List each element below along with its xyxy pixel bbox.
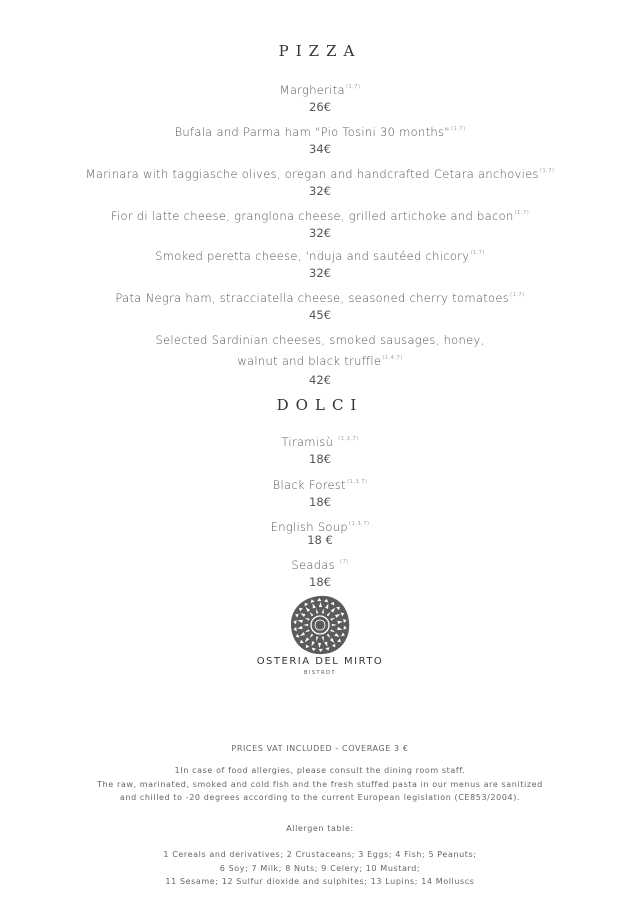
item-allergens: (1,7)	[539, 168, 555, 174]
item-price: 32€	[309, 226, 331, 240]
allergen-table-title: Allergen table:	[286, 824, 354, 833]
item-allergens: (1,7)	[514, 210, 530, 216]
item-price: 32€	[309, 266, 331, 280]
menu-item	[0, 431, 640, 467]
menu-item	[0, 205, 640, 241]
item-name: Margherita	[279, 83, 345, 97]
brand-name: OSTERIA DEL MIRTO	[256, 656, 384, 667]
item-price: 18€	[309, 575, 331, 589]
item-allergens: (1,4,7)	[382, 355, 403, 361]
menu-item	[0, 121, 640, 157]
item-allergens: (1,7)	[345, 84, 361, 90]
item-price: 18€	[309, 495, 331, 509]
allergy-notice	[0, 764, 640, 805]
menu-item	[0, 554, 640, 590]
menu-item	[0, 332, 640, 388]
item-price: 42€	[309, 373, 331, 387]
allergen-line: 11 Sesame; 12 Sulfur dioxide and sulphites; 13 Lupins; 14 Molluscs	[165, 877, 475, 886]
item-allergens: (1,3,7)	[348, 521, 370, 527]
item-name: Fior di latte cheese, granglona cheese, grilled artichoke and bacon	[110, 209, 514, 223]
dolci-section-title: DOLCI	[276, 396, 364, 414]
item-name: Pata Negra ham, stracciatella cheese, seasoned cherry tomatoes	[115, 291, 510, 305]
sun-medallion-icon	[289, 594, 351, 656]
allergen-table	[0, 848, 640, 889]
item-price: 18€	[309, 452, 331, 466]
item-price: 18 €	[307, 533, 333, 547]
item-price: 45€	[309, 308, 331, 322]
item-price: 32€	[309, 184, 331, 198]
item-price: 26€	[309, 100, 331, 114]
item-name: Tiramisù	[281, 435, 334, 449]
item-price: 34€	[309, 142, 331, 156]
brand-subtitle: BISTROT	[303, 670, 337, 676]
item-name: Seadas	[291, 558, 335, 572]
item-allergens: (1,3,7)	[338, 436, 359, 442]
menu-item	[0, 287, 640, 323]
menu-item	[0, 516, 640, 548]
menu-item	[0, 79, 640, 115]
menu-item	[0, 474, 640, 510]
item-name: English Soup	[270, 520, 348, 534]
item-allergens: (1,7)	[450, 126, 466, 132]
item-allergens: (7)	[339, 559, 349, 565]
allergy-line: and chilled to -20 degrees according to the current European legislation (CE853/2004).	[119, 793, 521, 802]
menu-item	[0, 245, 640, 281]
item-name: Smoked peretta cheese, 'nduja and sautéed chicory	[155, 249, 470, 263]
item-allergens: (1,7)	[470, 250, 485, 256]
item-name-line2: walnut and black truffle	[237, 354, 382, 368]
item-allergens: (1,7)	[510, 292, 525, 298]
allergen-line: 1 Cereals and derivatives; 2 Crustaceans; 3 Eggs; 4 Fish; 5 Peanuts;	[163, 850, 477, 859]
prices-note: PRICES VAT INCLUDED - COVERAGE 3 €	[231, 744, 409, 753]
item-name: Bufala and Parma ham "Pio Tosini 30 months"	[174, 125, 450, 139]
allergen-line: 6 Soy; 7 Milk; 8 Nuts; 9 Celery; 10 Mustard;	[219, 863, 421, 873]
pizza-section-title: PIZZA	[278, 42, 362, 60]
allergy-line: The raw, marinated, smoked and cold fish and the fresh stuffed pasta in our menus are sanitized	[97, 779, 543, 789]
item-name: Black Forest	[272, 478, 346, 492]
item-name: Marinara with taggiasche olives, oregan and handcrafted Cetara anchovies	[85, 167, 539, 181]
item-name-line1: Selected Sardinian cheeses, smoked sausages, honey,	[155, 333, 485, 347]
item-allergens: (1,3,7)	[346, 479, 368, 485]
allergy-line: 1In case of food allergies, please consult the dining room staff.	[174, 766, 466, 775]
menu-item	[0, 163, 640, 199]
